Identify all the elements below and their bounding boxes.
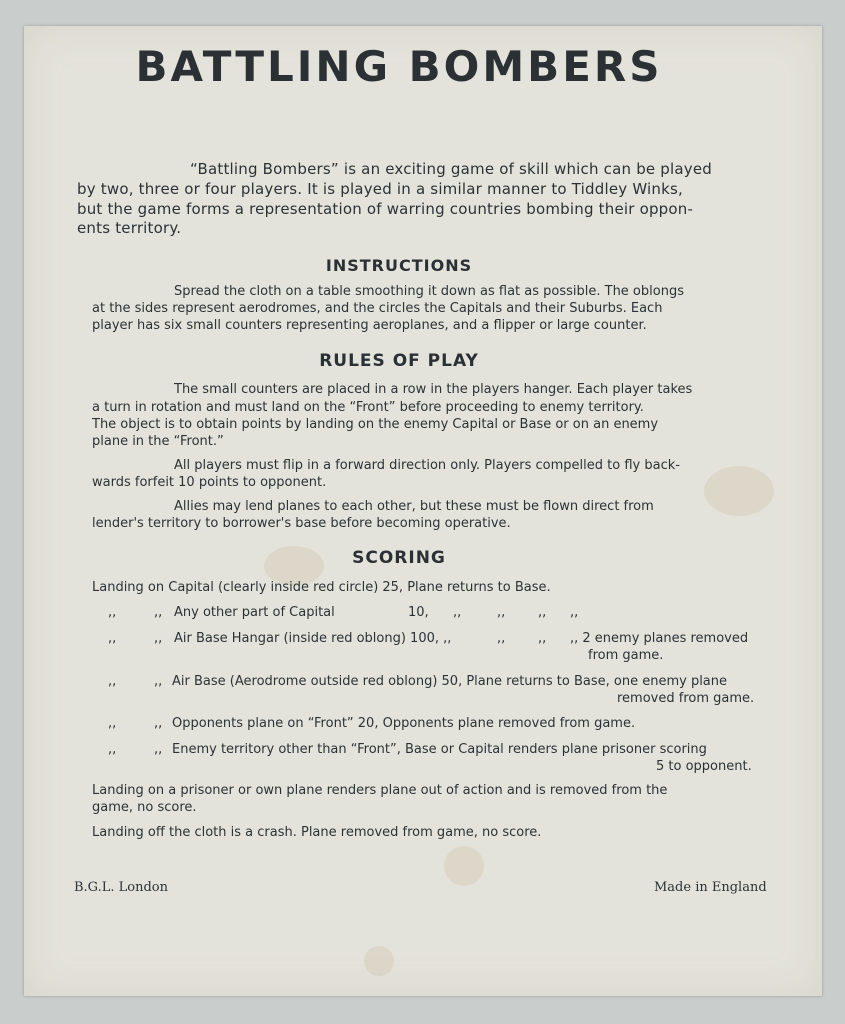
ditto-mark: ,, xyxy=(538,605,547,620)
ditto-mark: ,, xyxy=(154,631,163,646)
document-title: BATTLING BOMBERS xyxy=(135,42,663,91)
ditto-mark: ,, xyxy=(108,605,117,620)
scoring-row-front: Opponents plane on “Front” 20, Opponents plane removed from game. xyxy=(172,716,636,731)
rules-p2-line-1: All players must flip in a forward direction only. Players compelled to fly back- xyxy=(174,458,680,473)
scoring-row-airbase: Air Base (Aerodrome outside red oblong) 50, Plane returns to Base, one enemy plane xyxy=(172,674,728,689)
rules-p3-line-2: lender's territory to borrower's base before becoming operative. xyxy=(92,516,511,531)
intro-line-4: ents territory. xyxy=(77,219,182,237)
ditto-mark: ,, xyxy=(453,605,462,620)
scoring-row-hangar-cont: from game. xyxy=(588,648,664,663)
intro-line-3: but the game forms a representation of warring countries bombing their oppon- xyxy=(77,200,694,218)
ditto-mark: ,, xyxy=(108,716,117,731)
intro-line-2: by two, three or four players. It is played in a similar manner to Tiddley Winks, xyxy=(77,180,683,198)
scoring-prisoner-line-2: game, no score. xyxy=(92,800,197,815)
ditto-mark: ,, xyxy=(108,631,117,646)
publisher-label: B.G.L. London xyxy=(74,880,168,895)
instructions-line-1: Spread the cloth on a table smoothing it down as flat as possible. The oblongs xyxy=(174,284,684,299)
ditto-mark: ,, xyxy=(570,605,579,620)
scoring-row-airbase-cont: removed from game. xyxy=(617,691,755,706)
ditto-mark: ,, xyxy=(497,631,506,646)
rules-p1-line-4: plane in the “Front.” xyxy=(92,434,224,449)
ditto-mark: ,, xyxy=(108,674,117,689)
rules-p2-line-2: wards forfeit 10 points to opponent. xyxy=(92,475,327,490)
intro-line-1: “Battling Bombers” is an exciting game of skill which can be played xyxy=(190,160,713,178)
ditto-mark: ,, xyxy=(154,605,163,620)
scoring-row-enemy-territory: Enemy territory other than “Front”, Base or Capital renders plane prisoner scoring xyxy=(172,742,707,757)
rules-p3-line-1: Allies may lend planes to each other, but these must be flown direct from xyxy=(174,499,654,514)
rules-p1-line-3: The object is to obtain points by landing on the enemy Capital or Base or on an enemy xyxy=(92,417,659,432)
scoring-row-enemy-territory-cont: 5 to opponent. xyxy=(656,759,752,774)
rules-heading: RULES OF PLAY xyxy=(319,351,479,371)
instructions-heading: INSTRUCTIONS xyxy=(325,256,473,275)
scoring-row-hangar: Air Base Hangar (inside red oblong) 100, ,, xyxy=(174,631,452,646)
rules-p1-line-2: a turn in rotation and must land on the “Front” before proceeding to enemy territory. xyxy=(92,400,644,415)
scoring-row-capital-other: Any other part of Capital xyxy=(174,605,335,620)
instructions-line-2: at the sides represent aerodromes, and the circles the Capitals and their Suburbs. Each xyxy=(92,301,663,316)
scoring-row-capital-other-points: 10, xyxy=(408,605,429,620)
ditto-mark: ,, xyxy=(497,605,506,620)
scoring-row-hangar-result: ,, 2 enemy planes removed xyxy=(570,631,749,646)
ditto-mark: ,, xyxy=(154,742,163,757)
origin-label: Made in England xyxy=(654,880,767,895)
ditto-mark: ,, xyxy=(538,631,547,646)
scoring-heading: SCORING xyxy=(352,548,446,568)
ditto-mark: ,, xyxy=(154,674,163,689)
ditto-mark: ,, xyxy=(154,716,163,731)
paper-stain xyxy=(704,466,774,516)
ditto-mark: ,, xyxy=(108,742,117,757)
paper-stain xyxy=(444,846,484,886)
rules-p1-line-1: The small counters are placed in a row in the players hanger. Each player takes xyxy=(174,382,693,397)
scoring-capital-line: Landing on Capital (clearly inside red circle) 25, Plane returns to Base. xyxy=(92,580,551,595)
paper-stain xyxy=(364,946,394,976)
scoring-prisoner-line-1: Landing on a prisoner or own plane renders plane out of action and is removed from the xyxy=(92,783,668,798)
instructions-line-3: player has six small counters representing aeroplanes, and a flipper or large counter. xyxy=(92,318,647,333)
scoring-crash-line: Landing off the cloth is a crash. Plane removed from game, no score. xyxy=(92,825,542,840)
